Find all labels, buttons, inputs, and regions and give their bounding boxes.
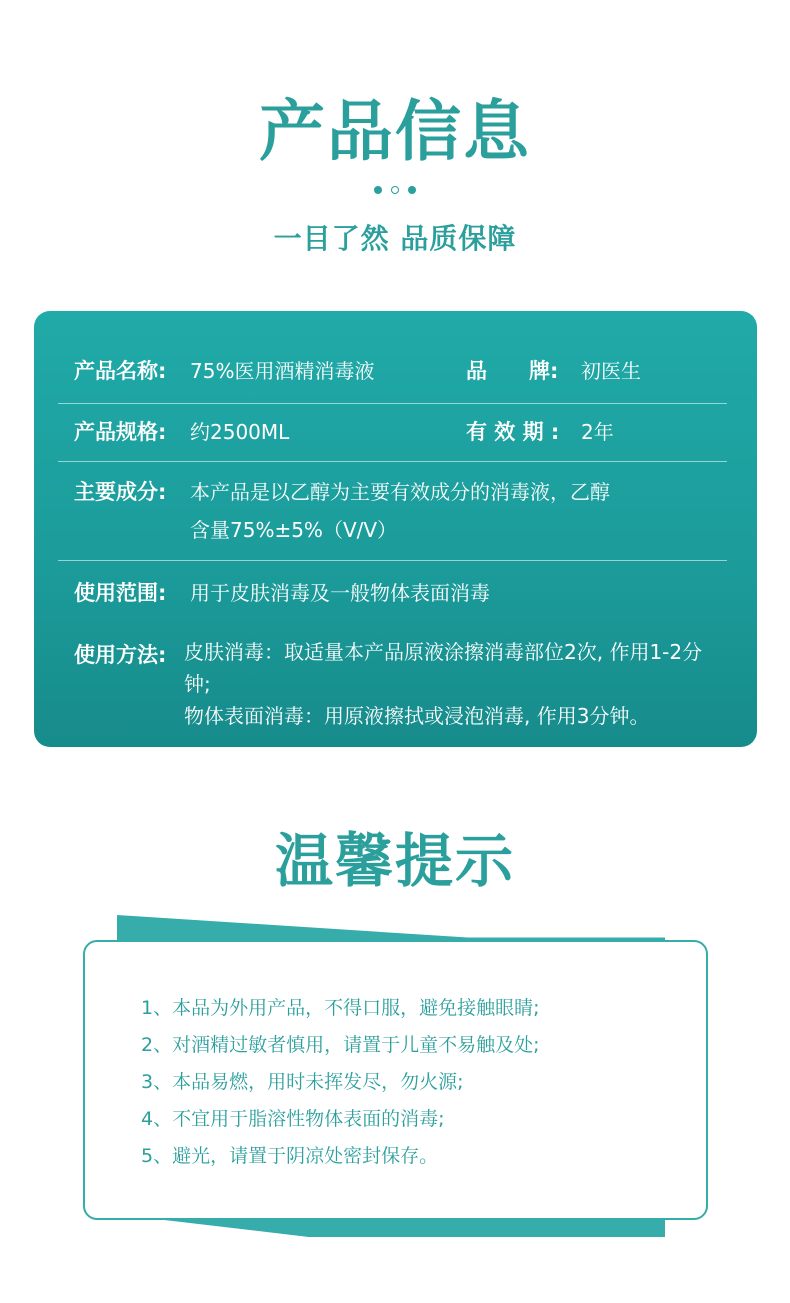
validity-value: 2年: [581, 420, 614, 444]
ingredient-value: [190, 473, 610, 549]
scope-label: 使用范围:: [74, 581, 167, 605]
brand-label: 品 牌:: [466, 359, 559, 383]
brand-value: 初医生: [581, 359, 641, 383]
validity-label: 有 效 期 :: [466, 420, 560, 444]
ingredient-label: 主要成分:: [74, 480, 167, 504]
product-info-card: [34, 311, 757, 747]
method-label: 使用方法:: [74, 643, 167, 667]
tip-item: 1、本品为外用产品，不得口服，避免接触眼睛;: [141, 997, 540, 1019]
dot-icon: [391, 186, 399, 194]
scope-value: 用于皮肤消毒及一般物体表面消毒: [190, 581, 490, 605]
method-value: [184, 636, 727, 732]
product-info-subtitle: 一目了然 品质保障: [273, 222, 517, 255]
product-info-title: 产品信息: [259, 93, 531, 170]
row-divider: [58, 461, 727, 462]
tip-item: 4、不宜用于脂溶性物体表面的消毒;: [141, 1108, 445, 1130]
tip-item: 2、对酒精过敏者慎用，请置于儿童不易触及处;: [141, 1034, 540, 1056]
ingredient-line: 含量75%±5%（V/V）: [190, 518, 398, 542]
tip-item: 5、避光，请置于阴凉处密封保存。: [141, 1145, 439, 1167]
title-dots-decoration: [0, 186, 790, 194]
row-divider: [58, 560, 727, 561]
product-name-value: 75%医用酒精消毒液: [190, 359, 375, 383]
row-divider: [58, 403, 727, 404]
spec-label: 产品规格:: [74, 420, 167, 444]
product-name-label: 产品名称:: [74, 359, 167, 383]
tips-title: 温馨提示: [274, 827, 515, 895]
ingredient-line: 本产品是以乙醇为主要有效成分的消毒液，乙醇: [190, 480, 610, 504]
tips-list: [141, 990, 540, 1175]
tip-item: 3、本品易燃，用时未挥发尽，勿火源;: [141, 1071, 464, 1093]
spec-value: 约2500ML: [190, 420, 290, 444]
dot-icon: [408, 186, 416, 194]
tips-card: [83, 940, 708, 1220]
method-line: 皮肤消毒：取适量本产品原液涂擦消毒部位2次, 作用1-2分钟;: [184, 640, 703, 696]
method-line: 物体表面消毒：用原液擦拭或浸泡消毒, 作用3分钟。: [184, 704, 650, 728]
dot-icon: [374, 186, 382, 194]
